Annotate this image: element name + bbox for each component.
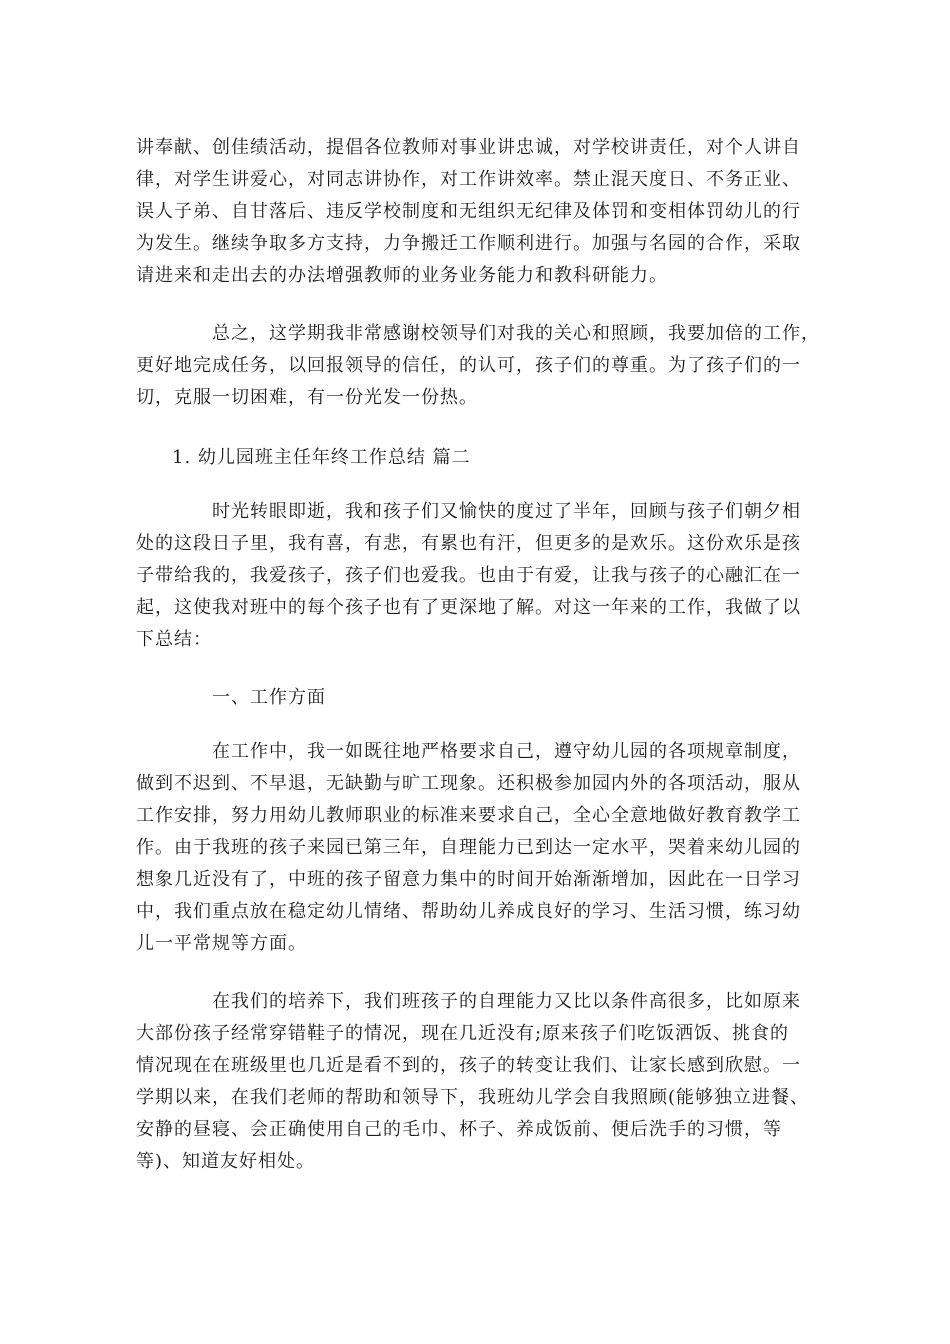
text-line: 时光转眼即逝，我和孩子们又愉快的度过了半年，回顾与孩子们朝夕相 — [212, 501, 801, 522]
text-line: 情况现在在班级里也几近是看不到的，孩子的转变让我们、让家长感到欣慰。一 — [136, 1055, 801, 1076]
paragraph-4 — [136, 736, 808, 960]
text-line: 起，这使我对班中的每个孩子也有了更深地了解。对这一年来的工作，我做了以 — [136, 597, 801, 618]
text-line: 律，对学生讲爱心，对同志讲协作，对工作讲效率。禁止混天度日、不务正业、 — [136, 169, 801, 190]
text-line: 想象几近没有了，中班的孩子留意力集中的时间开始渐渐增加，因此在一日学习 — [136, 869, 801, 890]
text-line: 工作安排，努力用幼儿教师职业的标准来要求自己，全心全意地做好教育教学工 — [136, 805, 801, 826]
text-line: 大部份孩子经常穿错鞋子的情况，现在几近没有;原来孩子们吃饭洒饭、挑食的 — [136, 1023, 790, 1044]
text-line: 处的这段日子里，我有喜，有悲，有累也有汗，但更多的是欢乐。这份欢乐是孩 — [136, 533, 801, 554]
text-line: 总之，这学期我非常感谢校领导们对我的关心和照顾，我要加倍的工作， — [212, 323, 820, 344]
text-line: 做到不迟到、不早退，无缺勤与旷工现象。还积极参加园内外的各项活动，服从 — [136, 773, 801, 794]
text-line: 在我们的培养下，我们班孩子的自理能力又比以条件高很多，比如原来 — [212, 991, 801, 1012]
text-line: 作。由于我班的孩子来园已第三年，自理能力已到达一定水平，哭着来幼儿园的 — [136, 837, 801, 858]
text-line: 等)、知道友好相处。 — [136, 1151, 316, 1172]
text-line: 安静的昼寝、会正确使用自己的毛巾、杯子、养成饭前、便后洗手的习惯，等 — [136, 1119, 782, 1140]
text-line: 为发生。继续争取多方支持，力争搬迁工作顺利进行。加强与名园的合作，采取 — [136, 233, 801, 254]
text-line: 请进来和走出去的办法增强教师的业务业务能力和教科研能力。 — [136, 265, 668, 286]
text-line: 儿一平常规等方面。 — [136, 933, 307, 954]
text-line: 下总结： — [136, 629, 212, 650]
text-line: 更好地完成任务，以回报领导的信任，的认可，孩子们的尊重。为了孩子们的一 — [136, 355, 801, 376]
section-title: 1. 幼儿园班主任年终工作总结 篇二 — [172, 447, 471, 468]
subheading: 一、工作方面 — [212, 687, 326, 708]
text-line: 子带给我的，我爱孩子，孩子们也爱我。也由于有爱，让我与孩子的心融汇在一 — [136, 565, 801, 586]
text-line: 在工作中，我一如既往地严格要求自己，遵守幼儿园的各项规章制度， — [212, 741, 801, 762]
text-line: 学期以来，在我们老师的帮助和领导下，我班幼儿学会自我照顾(能够独立进餐、 — [136, 1087, 810, 1108]
text-line: 中，我们重点放在稳定幼儿情绪、帮助幼儿养成良好的学习、生活习惯，练习幼 — [136, 901, 801, 922]
text-line: 误人子弟、自甘落后、违反学校制度和无组织无纪律及体罚和变相体罚幼儿的行 — [136, 201, 801, 222]
paragraph-5 — [136, 986, 808, 1178]
paragraph-1 — [136, 132, 808, 292]
text-line: 切，克服一切困难，有一份光发一份热。 — [136, 387, 478, 408]
paragraph-2 — [136, 318, 820, 414]
text-line: 讲奉献、创佳绩活动，提倡各位教师对事业讲忠诚，对学校讲责任，对个人讲自 — [136, 137, 801, 158]
paragraph-3 — [136, 496, 808, 656]
